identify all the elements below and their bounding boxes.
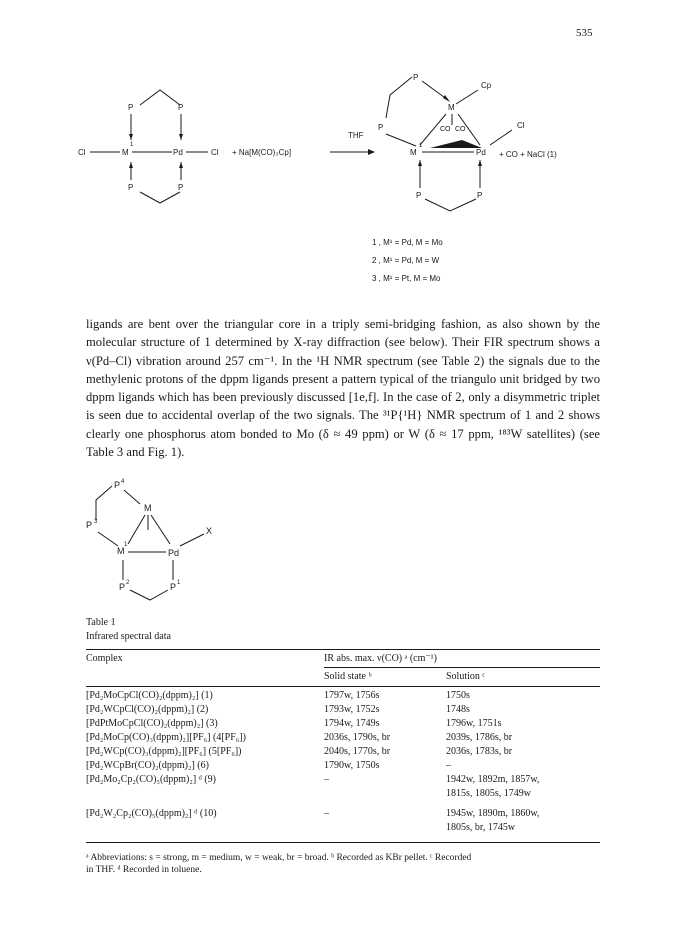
dppm-bridge-bottom xyxy=(140,192,180,203)
product-m: M xyxy=(448,103,455,112)
body-paragraph: ligands are bent over the triangular core in a triply semi-bridging fashion, as also shown by the molecular structure of 1 determined by X-ray diffraction (see below). Their FIR spectrum shows a ν(Pd–Cl) vibration around 257 cm⁻¹. In the ¹H NMR spectrum (see Table 2) the signals due to the methylenic protons of the dppm ligands present a pattern typical of the triangulo unit bridged by two dppm ligands which has been previously discussed [1e,f]. In the case of 2, only a disymmetric triplet is seen due to accidental overlap of the two signals. The ³¹P{¹H} NMR spectrum of 1 and 2 shows clearly one phosphorus atom bonded to Mo (δ ≈ 49 ppm) or W (δ ≈ 17 ppm, ¹⁸³W satellites) (see Table 3 and Fig. 1). xyxy=(86,317,600,460)
table-cell-solution-cont: 1805s, br, 1745w xyxy=(446,822,516,833)
table-number: Table 1 xyxy=(86,617,116,628)
col-ir: IR abs. max. ν(CO) ᵃ (cm⁻¹) xyxy=(324,653,438,664)
label-m: M xyxy=(144,503,152,513)
table-title: Infrared spectral data xyxy=(86,631,171,642)
col-complex: Complex xyxy=(86,653,123,664)
table-cell-complex: [Pd₂MoCp(CO)₃(dppm)₂][PF₆] (4[PF₆]) xyxy=(86,732,246,743)
table-cell-solution: 1748s xyxy=(446,704,470,715)
arrowhead xyxy=(368,149,375,155)
byproducts: + CO + NaCl (1) xyxy=(499,150,557,159)
table-cell-complex: [Pd₂WCpBr(CO)₂(dppm)₂] (6) xyxy=(86,760,209,771)
dppm-bridge xyxy=(386,77,412,118)
atom-labelling-figure xyxy=(0,474,680,614)
table-footnote xyxy=(86,852,600,876)
product-p-bottom-right: P xyxy=(477,191,483,200)
reactant-p-bottom-left: P xyxy=(128,183,134,192)
table-cell-solution: 2036s, 1783s, br xyxy=(446,746,513,757)
reactant-m: M xyxy=(122,148,129,157)
dppm-bridge xyxy=(96,486,112,520)
table-cell-solid: 1790w, 1750s xyxy=(324,760,380,771)
table-cell-solid: – xyxy=(324,774,329,785)
table-cell-solid: 1797w, 1756s xyxy=(324,690,380,701)
footnote-line: in THF. ᵈ Recorded in toluene. xyxy=(86,865,202,875)
reaction-condition: THF xyxy=(348,131,364,140)
label-p3-superscript: 3 xyxy=(94,519,98,525)
col-solid: Solid state ᵇ xyxy=(324,671,372,682)
table-cell-complex: [Pd₂MoCpCl(CO)₂(dppm)₂] (1) xyxy=(86,690,213,701)
table-cell-solution: 1945w, 1890m, 1860w, xyxy=(446,808,540,819)
table-cell-solution: 1942w, 1892m, 1857w, xyxy=(446,774,540,785)
product-m1: M xyxy=(410,148,417,157)
product-p-top: P xyxy=(413,73,419,82)
bond xyxy=(490,130,512,145)
label-x: X xyxy=(206,526,213,536)
bond xyxy=(180,534,204,546)
label-p2: P xyxy=(119,582,126,592)
label-pd: Pd xyxy=(168,548,180,558)
reactant-cl-left: Cl xyxy=(78,148,86,157)
product-p-bottom-left: P xyxy=(416,191,422,200)
table-top-rule xyxy=(86,649,600,650)
table-cell-complex: [Pd₂WCp(CO)₃(dppm)₂][PF₆] (5[PF₆]) xyxy=(86,746,242,757)
page-number: 535 xyxy=(576,27,593,39)
legend-item: 1 , M¹ = Pd, M = Mo xyxy=(372,238,443,247)
reactant-pd: Pd xyxy=(173,148,183,157)
label-p3: P xyxy=(86,520,93,530)
bond xyxy=(456,90,478,104)
bond xyxy=(386,134,416,146)
table-cell-complex: [Pd₂WCpCl(CO)₂(dppm)₂] (2) xyxy=(86,704,209,715)
reactant-m-superscript: 1 xyxy=(130,142,134,148)
label-m1: M xyxy=(117,546,125,556)
product-m1-superscript: 1 xyxy=(419,143,423,149)
label-p4-superscript: 4 xyxy=(121,479,125,485)
product-cp: Cp xyxy=(481,81,492,90)
dppm-bridge-top xyxy=(140,90,180,105)
table-caption xyxy=(86,616,171,644)
table-sub-rule xyxy=(324,667,600,668)
table-cell-solution-cont: 1815s, 1805s, 1749w xyxy=(446,788,532,799)
footnote-line: ᵃ Abbreviations: s = strong, m = medium, w = weak, br = broad. ᵇ Recorded as KBr pellet. ᶜ Recorded xyxy=(86,853,472,863)
table-cell-solid: 1794w, 1749s xyxy=(324,718,380,729)
reactant-p-bottom-right: P xyxy=(178,183,184,192)
reaction-scheme xyxy=(0,0,680,230)
reactant-cl-right: Cl xyxy=(211,148,219,157)
legend-item: 3 , M¹ = Pt, M = Mo xyxy=(372,274,441,283)
table-cell-solid: 2040s, 1770s, br xyxy=(324,746,391,757)
table-cell-complex: [PdPtMoCpCl(CO)₂(dppm)₂] (3) xyxy=(86,718,218,729)
table-cell-solution: 1796w, 1751s xyxy=(446,718,502,729)
product-co-left: CO xyxy=(440,126,451,133)
table-cell-solution: 2039s, 1786s, br xyxy=(446,732,513,743)
table-cell-solution: 1750s xyxy=(446,690,470,701)
product-cl: Cl xyxy=(517,121,525,130)
dppm-bridge-bottom xyxy=(130,590,168,600)
label-p2-superscript: 2 xyxy=(126,580,130,586)
product-co-right: CO xyxy=(455,126,466,133)
reagent: + Na[M(CO)₃Cp] xyxy=(232,148,292,157)
label-p1-superscript: 1 xyxy=(177,580,181,586)
col-solution: Solution ᶜ xyxy=(446,671,485,682)
bond xyxy=(151,515,170,544)
table-cell-complex: [Pd₂Mo₂Cp₂(CO)₅(dppm)₂] ᵈ (9) xyxy=(86,774,216,785)
label-p4: P xyxy=(114,480,121,490)
product-pd: Pd xyxy=(476,148,486,157)
table-cell-complex: [Pd₂W₂Cp₂(CO)₅(dppm)₂] ᵈ (10) xyxy=(86,808,217,819)
product-p-left: P xyxy=(378,123,384,132)
table-bottom-rule xyxy=(86,842,600,843)
bond xyxy=(98,532,118,546)
bond xyxy=(128,515,145,544)
table-cell-solid: 1793w, 1752s xyxy=(324,704,380,715)
scheme-legend xyxy=(372,234,443,288)
dppm-bridge-bottom xyxy=(425,199,476,211)
reactant-p-top-left: P xyxy=(128,103,134,112)
semibridging-co-wedge xyxy=(430,140,482,148)
reactant-p-top-right: P xyxy=(178,103,184,112)
label-m1-superscript: 1 xyxy=(124,542,128,548)
table-cell-solid: 2036s, 1790s, br xyxy=(324,732,391,743)
table-header-rule xyxy=(86,686,600,687)
bond xyxy=(124,490,140,504)
table-cell-solid: – xyxy=(324,808,329,819)
legend-item: 2 , M¹ = Pd, M = W xyxy=(372,256,440,265)
table-cell-solution: – xyxy=(446,760,451,771)
label-p1: P xyxy=(170,582,177,592)
